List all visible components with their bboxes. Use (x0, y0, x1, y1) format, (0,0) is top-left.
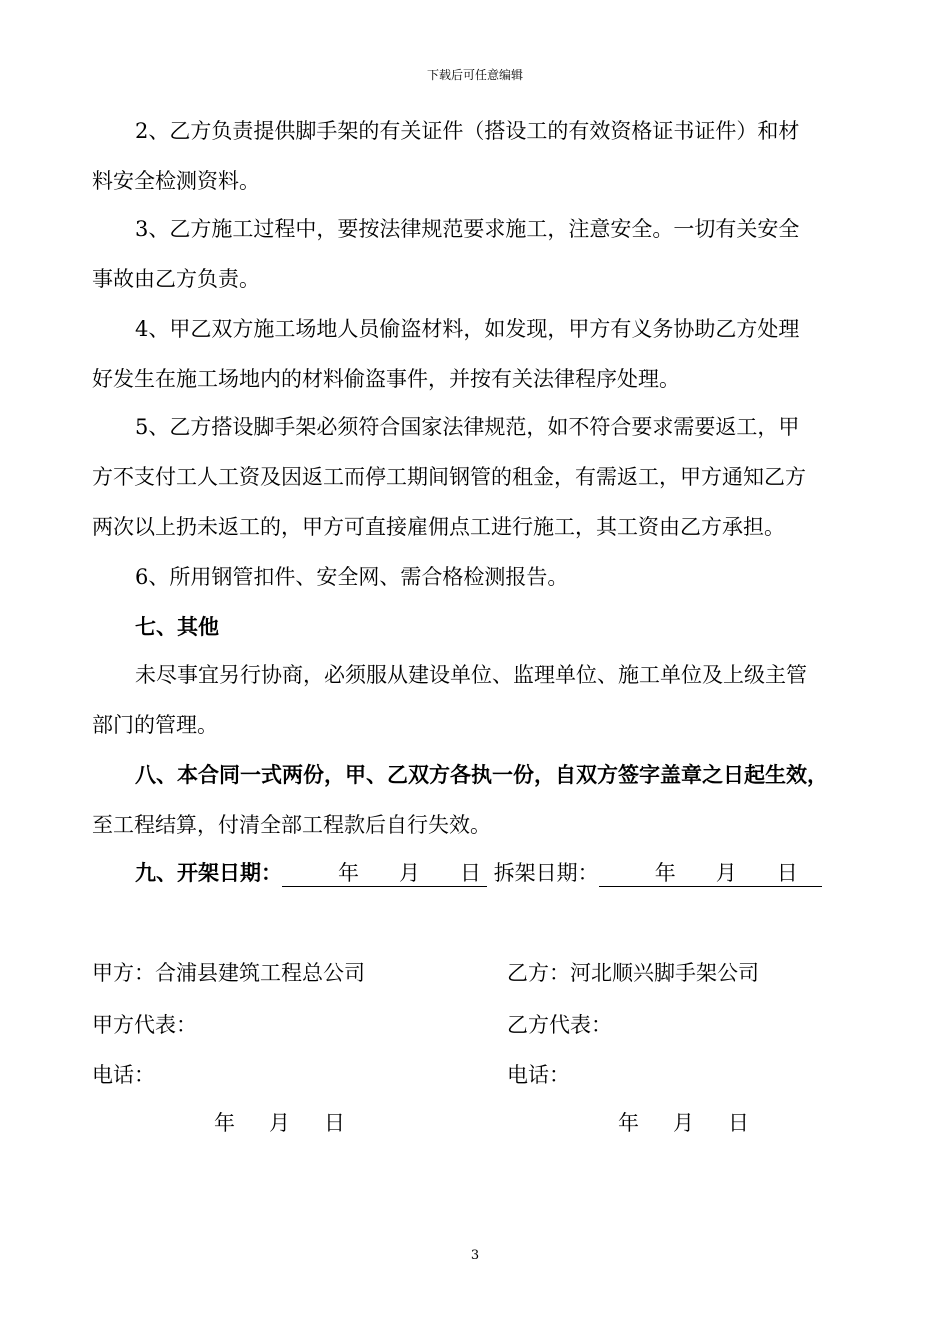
rep-a: 甲方代表： (92, 1013, 197, 1037)
date-a-day: 日 (324, 1111, 345, 1135)
clause-3-line-2: 事故由乙方负责。 (92, 267, 260, 291)
phone-b: 电话： (507, 1063, 570, 1087)
section-8-text: 八、本合同一式两份，甲、乙双方各执一份，自双方签字盖章之日起生效， (135, 762, 828, 787)
date-a-month: 月 (269, 1111, 290, 1135)
dismantle-month: 月 (715, 861, 737, 885)
clause-4-line-2: 好发生在施工场地内的材料偷盗事件，并按有关法律程序处理。 (92, 367, 680, 391)
start-year: 年 (338, 861, 359, 885)
section-7-line-2: 部门的管理。 (92, 713, 218, 737)
date-a (214, 1108, 345, 1138)
section-7-heading: 七、其他 (135, 614, 219, 639)
start-month: 月 (399, 861, 420, 885)
phone-a: 电话： (92, 1063, 155, 1087)
clause-5-line-3: 两次以上扔未返工的，甲方可直接雇佣点工进行施工，其工资由乙方承担。 (92, 515, 785, 539)
start-date-label: 九、开架日期： (135, 860, 282, 885)
section-9-dates (135, 858, 822, 888)
date-b-year: 年 (618, 1111, 639, 1135)
date-b-day: 日 (728, 1111, 749, 1135)
clause-5-line-2: 方不支付工人工资及因返工而停工期间钢管的租金，有需返工，甲方通知乙方 (92, 465, 806, 489)
page-header: 下载后可任意编辑 (426, 68, 523, 82)
clause-6-line-1: 6、所用钢管扣件、安全网、需合格检测报告。 (135, 565, 569, 589)
start-day: 日 (460, 861, 481, 885)
clause-5-line-1: 5、乙方搭设脚手架必须符合国家法律规范，如不符合要求需要返工，甲 (135, 415, 800, 439)
dismantle-year: 年 (654, 861, 676, 885)
date-a-year: 年 (214, 1111, 235, 1135)
date-b (618, 1108, 749, 1138)
section-7-line-1: 未尽事宜另行协商，必须服从建设单位、监理单位、施工单位及上级主管 (135, 663, 807, 687)
clause-2-line-1: 2、乙方负责提供脚手架的有关证件（搭设工的有效资格证书证件）和材 (135, 119, 800, 143)
clause-2-line-2: 料安全检测资料。 (92, 169, 260, 193)
dismantle-day: 日 (776, 861, 798, 885)
clause-4-line-1: 4、甲乙双方施工场地人员偷盗材料，如发现，甲方有义务协助乙方处理 (135, 317, 800, 341)
rep-b: 乙方代表： (507, 1013, 612, 1037)
date-b-month: 月 (673, 1111, 694, 1135)
dismantle-date-label: 拆架日期： (493, 861, 599, 885)
start-date-field (282, 860, 487, 887)
section-8-line-2: 至工程结算，付清全部工程款后自行失效。 (92, 813, 491, 837)
page-number: 3 (470, 1248, 480, 1263)
party-b: 乙方：河北顺兴脚手架公司 (507, 961, 759, 985)
party-a: 甲方：合浦县建筑工程总公司 (92, 961, 365, 985)
section-8-line-1 (135, 760, 828, 790)
dismantle-date-field (599, 860, 822, 887)
clause-3-line-1: 3、乙方施工过程中，要按法律规范要求施工，注意安全。一切有关安全 (135, 217, 800, 241)
